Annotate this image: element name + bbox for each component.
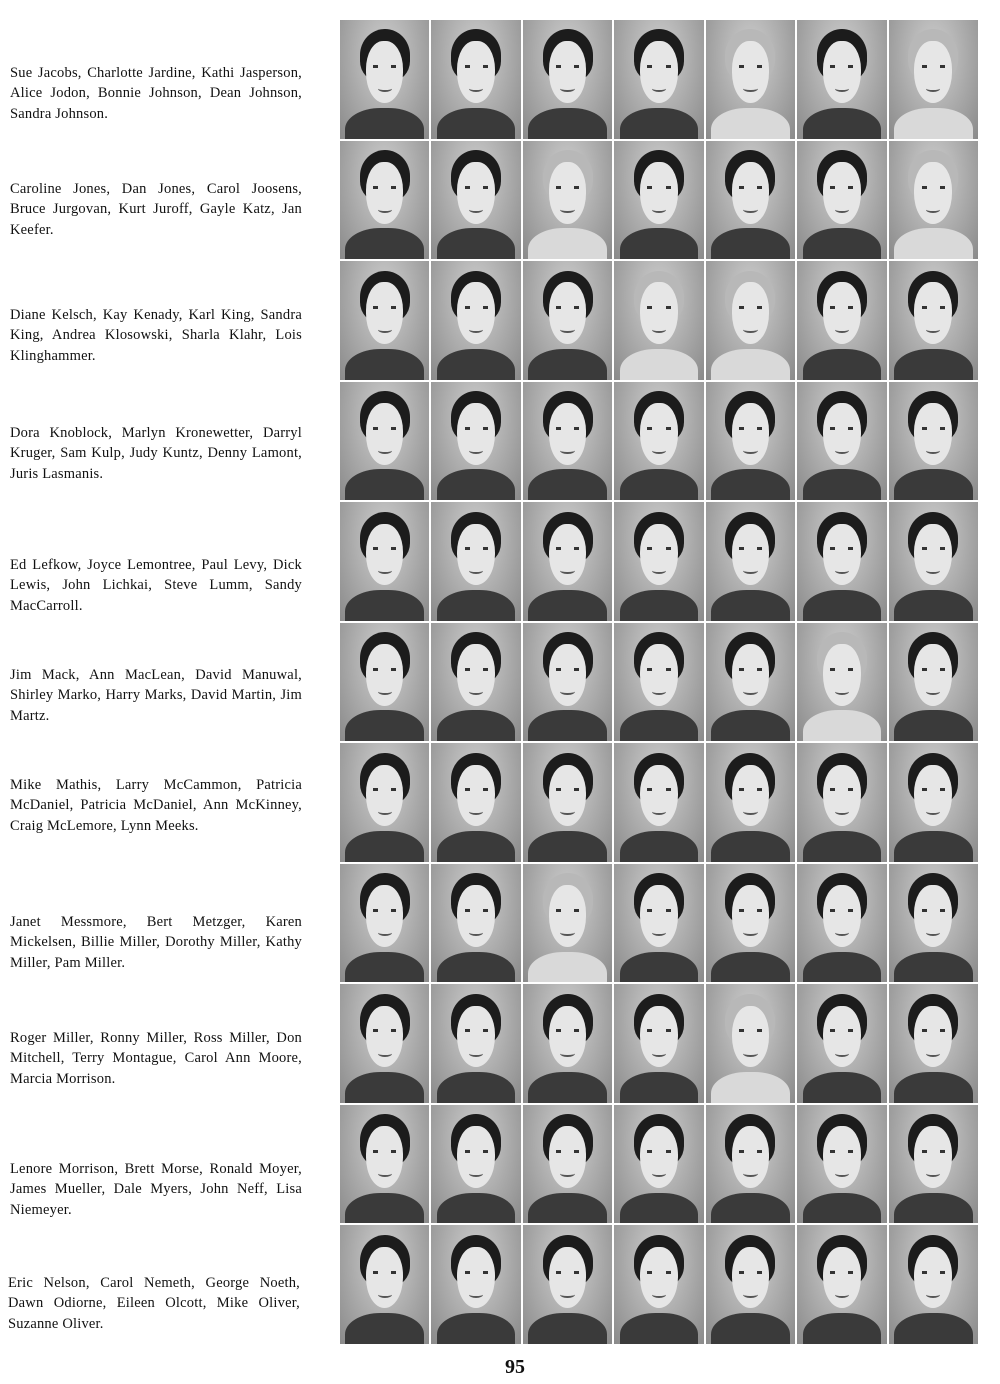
portrait-photo [706, 1105, 795, 1224]
caption-row-8: Janet Messmore, Bert Metzger, Karen Mickelsen, Billie Miller, Dorothy Miller, Kathy Miller, Pam Miller. [10, 913, 302, 971]
portrait-photo [889, 623, 978, 742]
portrait-photo [614, 1225, 703, 1344]
portrait-photo [523, 20, 612, 139]
portrait-photo [706, 1225, 795, 1344]
portrait-photo [797, 141, 886, 260]
portrait-photo [706, 382, 795, 501]
portrait-photo [706, 864, 795, 983]
portrait-photo [340, 20, 429, 139]
portrait-photo [431, 743, 520, 862]
portrait-photo [340, 743, 429, 862]
portrait-photo [797, 984, 886, 1103]
portrait-photo [614, 382, 703, 501]
portrait-photo [431, 864, 520, 983]
portrait-photo [340, 502, 429, 621]
portrait-photo [889, 864, 978, 983]
portrait-photo [523, 743, 612, 862]
portrait-photo [797, 1225, 886, 1344]
portrait-photo [431, 502, 520, 621]
portrait-photo [706, 20, 795, 139]
portrait-photo [431, 382, 520, 501]
portrait-photo [797, 743, 886, 862]
portrait-photo [431, 984, 520, 1103]
portrait-photo [614, 502, 703, 621]
portrait-photo [706, 502, 795, 621]
portrait-photo [614, 261, 703, 380]
portrait-grid [340, 20, 978, 1344]
portrait-photo [340, 864, 429, 983]
portrait-photo [431, 20, 520, 139]
portrait-photo [797, 502, 886, 621]
portrait-photo [889, 502, 978, 621]
portrait-photo [523, 623, 612, 742]
portrait-photo [797, 382, 886, 501]
portrait-photo [523, 141, 612, 260]
portrait-photo [706, 141, 795, 260]
portrait-photo [797, 864, 886, 983]
portrait-photo [340, 382, 429, 501]
caption-row-2: Caroline Jones, Dan Jones, Carol Joosens, Bruce Jurgovan, Kurt Juroff, Gayle Katz, Jan Keefer. [10, 180, 302, 238]
caption-row-4: Dora Knoblock, Marlyn Kronewetter, Darryl Kruger, Sam Kulp, Judy Kuntz, Denny Lamont, Juris Lasmanis. [10, 424, 302, 482]
portrait-photo [614, 20, 703, 139]
caption-row-7: Mike Mathis, Larry McCammon, Patricia McDaniel, Patricia McDaniel, Ann McKinney, Craig McLemore, Lynn Meeks. [10, 776, 302, 834]
portrait-photo [889, 261, 978, 380]
portrait-photo [706, 261, 795, 380]
caption-row-3: Diane Kelsch, Kay Kenady, Karl King, Sandra King, Andrea Klosowski, Sharla Klahr, Lois Klinghammer. [10, 306, 302, 364]
portrait-photo [889, 984, 978, 1103]
portrait-photo [797, 1105, 886, 1224]
portrait-photo [889, 141, 978, 260]
portrait-photo [614, 623, 703, 742]
portrait-photo [523, 382, 612, 501]
portrait-photo [797, 623, 886, 742]
portrait-photo [340, 141, 429, 260]
portrait-photo [431, 141, 520, 260]
portrait-photo [614, 864, 703, 983]
caption-row-5: Ed Lefkow, Joyce Lemontree, Paul Levy, Dick Lewis, John Lichkai, Steve Lumm, Sandy MacCarroll. [10, 556, 302, 614]
portrait-photo [523, 261, 612, 380]
portrait-photo [889, 20, 978, 139]
portrait-photo [431, 623, 520, 742]
portrait-photo [340, 1105, 429, 1224]
caption-row-10: Lenore Morrison, Brett Morse, Ronald Moyer, James Mueller, Dale Myers, John Neff, Lisa Niemeyer. [10, 1160, 302, 1218]
portrait-photo [431, 1225, 520, 1344]
portrait-photo [523, 984, 612, 1103]
portrait-photo [340, 984, 429, 1103]
portrait-photo [614, 1105, 703, 1224]
portrait-photo [523, 1105, 612, 1224]
portrait-photo [431, 261, 520, 380]
portrait-photo [797, 261, 886, 380]
portrait-photo [431, 1105, 520, 1224]
portrait-photo [889, 1225, 978, 1344]
caption-row-9: Roger Miller, Ronny Miller, Ross Miller, Don Mitchell, Terry Montague, Carol Ann Moore, Marcia Morrison. [10, 1029, 302, 1087]
portrait-photo [340, 1225, 429, 1344]
portrait-photo [340, 261, 429, 380]
portrait-photo [706, 623, 795, 742]
page-number: 95 [505, 1356, 525, 1378]
caption-column [0, 0, 320, 1384]
portrait-photo [614, 141, 703, 260]
portrait-photo [614, 743, 703, 862]
caption-row-6: Jim Mack, Ann MacLean, David Manuwal, Shirley Marko, Harry Marks, David Martin, Jim Martz. [10, 666, 302, 724]
caption-row-11: Eric Nelson, Carol Nemeth, George Noeth, Dawn Odiorne, Eileen Olcott, Mike Oliver, Suzanne Oliver. [8, 1274, 300, 1332]
portrait-photo [614, 984, 703, 1103]
portrait-photo [706, 743, 795, 862]
portrait-photo [523, 864, 612, 983]
portrait-photo [523, 1225, 612, 1344]
portrait-photo [340, 623, 429, 742]
portrait-photo [523, 502, 612, 621]
portrait-photo [889, 1105, 978, 1224]
portrait-photo [889, 743, 978, 862]
portrait-photo [797, 20, 886, 139]
caption-row-1: Sue Jacobs, Charlotte Jardine, Kathi Jasperson, Alice Jodon, Bonnie Johnson, Dean Johnson, Sandra Johnson. [10, 64, 302, 122]
portrait-photo [706, 984, 795, 1103]
portrait-photo [889, 382, 978, 501]
